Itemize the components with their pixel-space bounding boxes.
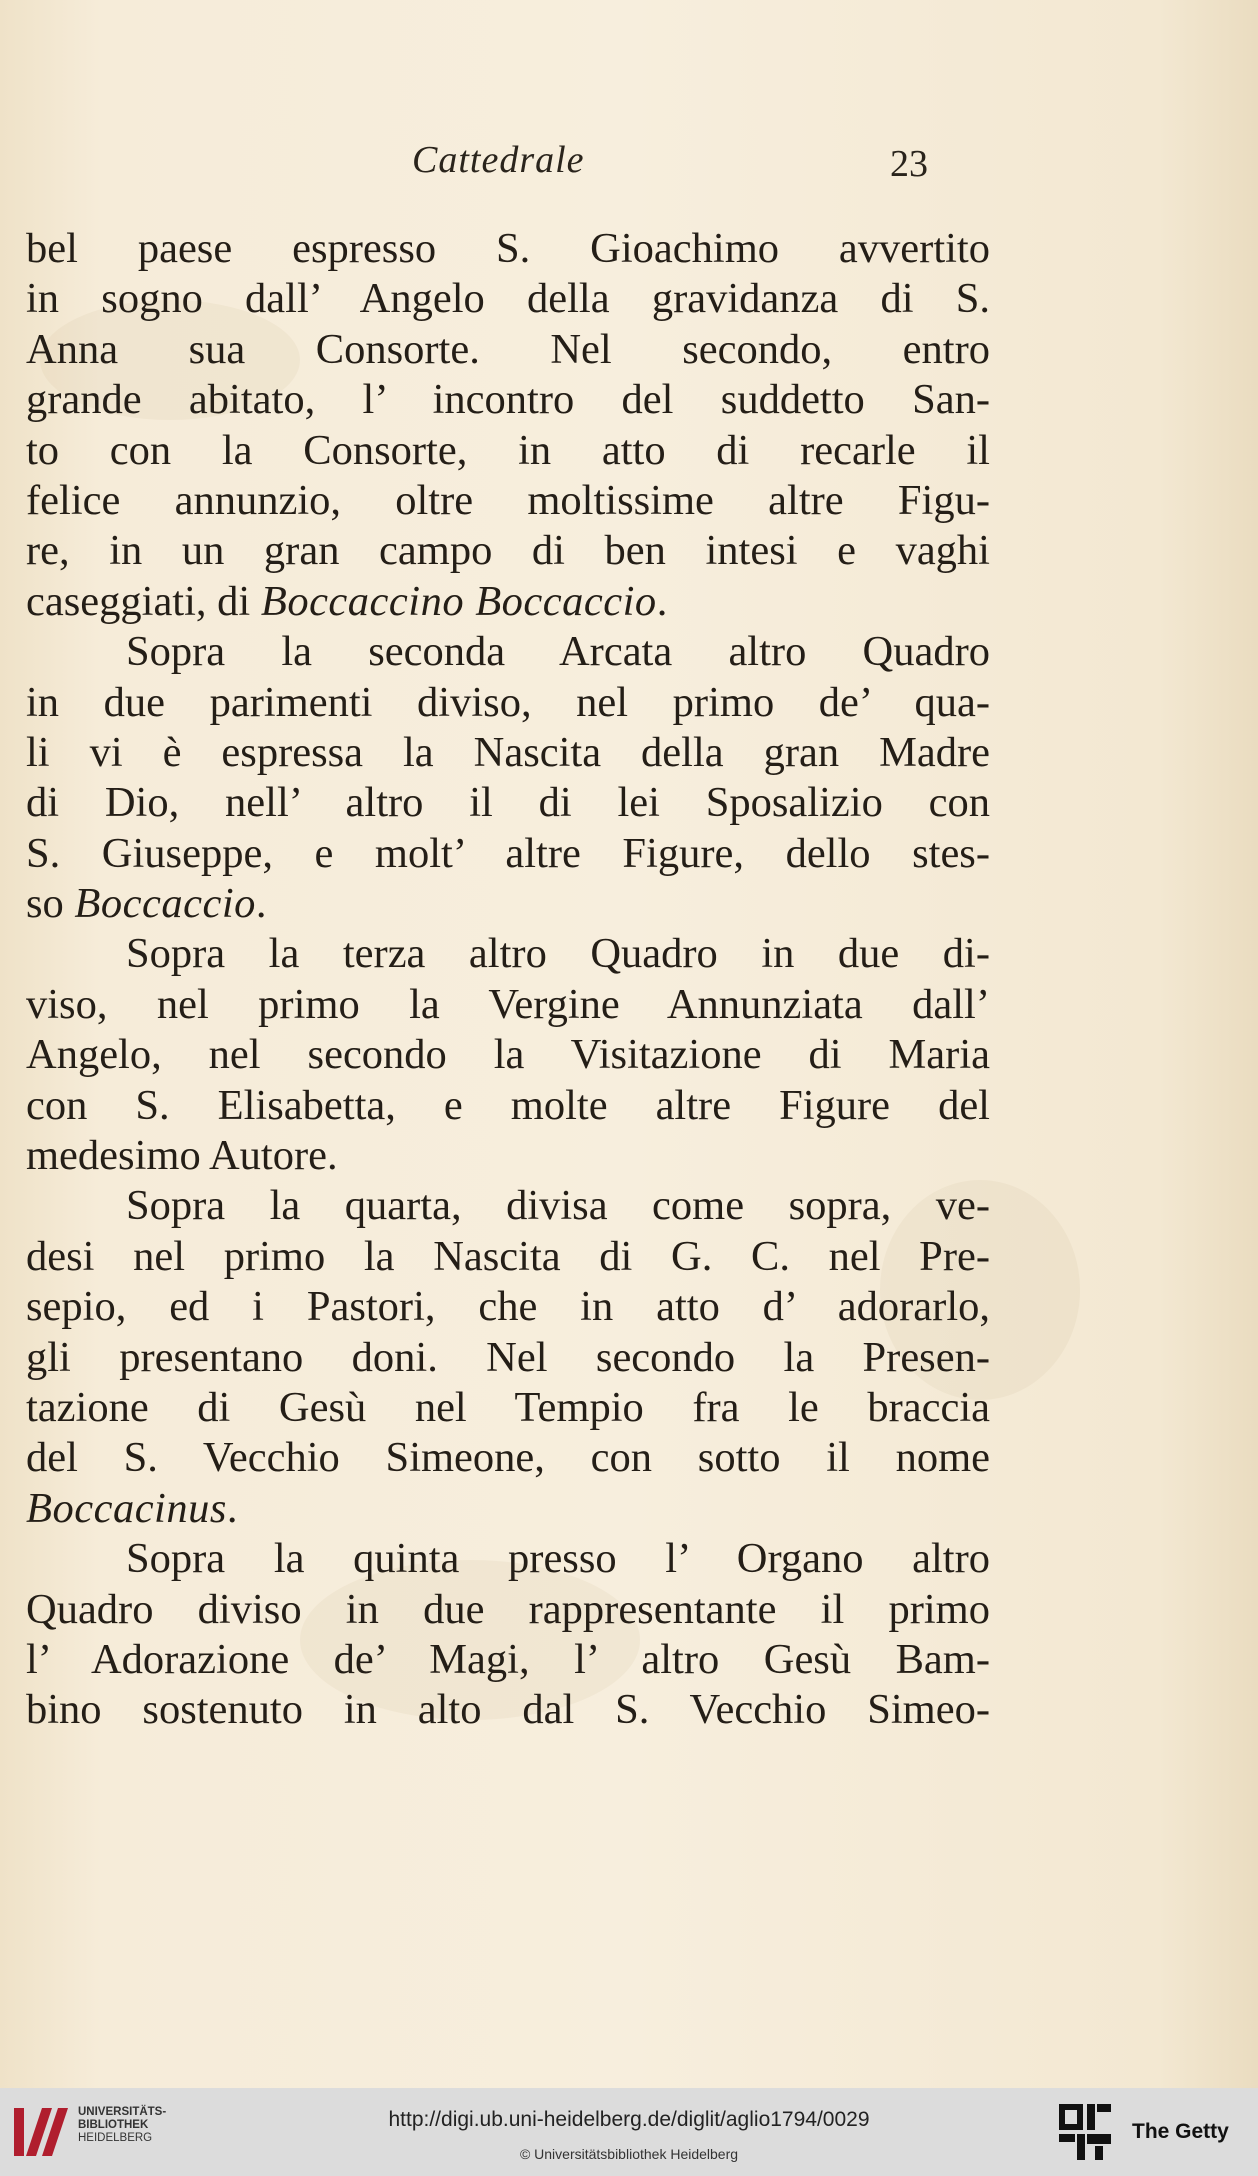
- text-line: [26, 627, 990, 677]
- line-text: caseggiati, di: [26, 577, 261, 625]
- line-text: so: [26, 880, 75, 928]
- line-text: con S. Elisabetta, e molte altre Figure del: [26, 1081, 990, 1129]
- line-text: medesimo Autore.: [26, 1132, 338, 1180]
- line-text: re, in un gran campo di ben intesi e vaghi: [26, 527, 990, 575]
- line-text: Sopra la quinta presso l’ Organo altro: [126, 1535, 990, 1583]
- text-line: [26, 778, 990, 828]
- running-title: Cattedrale: [412, 139, 585, 181]
- text-line: [26, 224, 990, 274]
- line-text: bel paese espresso S. Gioachimo avvertito: [26, 225, 990, 272]
- body-text: [26, 224, 990, 1736]
- line-text: Quadro diviso in due rappresentante il primo: [26, 1585, 990, 1633]
- text-line: [26, 1333, 990, 1383]
- permalink-url[interactable]: http://digi.ub.uni-heidelberg.de/diglit/aglio1794/0029: [388, 2108, 870, 2131]
- line-text: in sogno dall’ Angelo della gravidanza di S.: [26, 275, 990, 323]
- italic-name: Boccaccio: [74, 880, 256, 928]
- line-text: Sopra la terza altro Quadro in due di-: [126, 930, 990, 978]
- line-text: di Dio, nell’ altro il di lei Sposalizio con: [26, 779, 990, 827]
- line-punctuation: .: [226, 1484, 238, 1532]
- line-text: gli presentano doni. Nel secondo la Presen-: [26, 1333, 990, 1381]
- text-line: [26, 1181, 990, 1231]
- text-line: [26, 577, 990, 627]
- text-line: [26, 1685, 990, 1735]
- library-name-line: BIBLIOTHEK: [78, 2119, 149, 2131]
- line-text: viso, nel primo la Vergine Annunziata dall’: [26, 980, 990, 1028]
- line-text: bino sostenuto in alto dal S. Vecchio Simeo-: [26, 1686, 990, 1734]
- text-line: [26, 929, 990, 979]
- text-line: [26, 1585, 990, 1635]
- line-text: to con la Consorte, in atto di recarle il: [26, 426, 990, 474]
- text-line: [26, 1484, 990, 1534]
- getty-logo-icon[interactable]: [1057, 2102, 1113, 2162]
- text-line: [26, 1433, 990, 1483]
- text-line: [26, 426, 990, 476]
- line-text: felice annunzio, oltre moltissime altre Figu-: [26, 476, 990, 524]
- page-number: 23: [890, 143, 928, 185]
- text-line: [26, 1282, 990, 1332]
- line-text: S. Giuseppe, e molt’ altre Figure, dello stes-: [26, 829, 990, 877]
- copyright-notice: © Universitätsbibliothek Heidelberg: [519, 2146, 739, 2162]
- text-line: [26, 728, 990, 778]
- text-line: [26, 476, 990, 526]
- text-line: [26, 1534, 990, 1584]
- text-line: [26, 678, 990, 728]
- line-text: Sopra la quarta, divisa come sopra, ve-: [126, 1182, 990, 1230]
- line-text: in due parimenti diviso, nel primo de’ qua-: [26, 678, 990, 726]
- line-text: grande abitato, l’ incontro del suddetto San-: [26, 376, 990, 424]
- text-line: [26, 375, 990, 425]
- line-text: l’ Adorazione de’ Magi, l’ altro Gesù Bam-: [26, 1635, 990, 1683]
- footer-bar: [0, 2088, 1258, 2176]
- text-line: [26, 526, 990, 576]
- page-header: [0, 138, 1258, 188]
- library-name-line: HEIDELBERG: [78, 2132, 153, 2144]
- line-text: Sopra la seconda Arcata altro Quadro: [126, 628, 990, 676]
- line-text: desi nel primo la Nascita di G. C. nel Pre-: [26, 1232, 990, 1280]
- text-line: [26, 1131, 990, 1181]
- getty-label[interactable]: The Getty: [1132, 2120, 1229, 2143]
- library-name-line: UNIVERSITÄTS-: [78, 2106, 167, 2118]
- text-line: [26, 325, 990, 375]
- line-text: tazione di Gesù nel Tempio fra le braccia: [26, 1383, 990, 1431]
- line-text: del S. Vecchio Simeone, con sotto il nome: [26, 1434, 990, 1482]
- line-punctuation: .: [656, 577, 668, 625]
- line-text: li vi è espressa la Nascita della gran Madre: [26, 728, 990, 776]
- line-text: sepio, ed i Pastori, che in atto d’ adorarlo,: [26, 1283, 990, 1331]
- text-line: [26, 1232, 990, 1282]
- line-text: Anna sua Consorte. Nel secondo, entro: [26, 325, 990, 373]
- text-line: [26, 1383, 990, 1433]
- italic-name: Boccacinus: [26, 1484, 227, 1532]
- text-line: [26, 829, 990, 879]
- line-punctuation: .: [255, 880, 267, 928]
- line-text: Angelo, nel secondo la Visitazione di Maria: [26, 1031, 990, 1079]
- text-line: [26, 1635, 990, 1685]
- text-line: [26, 879, 990, 929]
- text-line: [26, 980, 990, 1030]
- italic-name: Boccaccino Boccaccio: [260, 577, 657, 625]
- text-line: [26, 274, 990, 324]
- text-line: [26, 1030, 990, 1080]
- text-line: [26, 1081, 990, 1131]
